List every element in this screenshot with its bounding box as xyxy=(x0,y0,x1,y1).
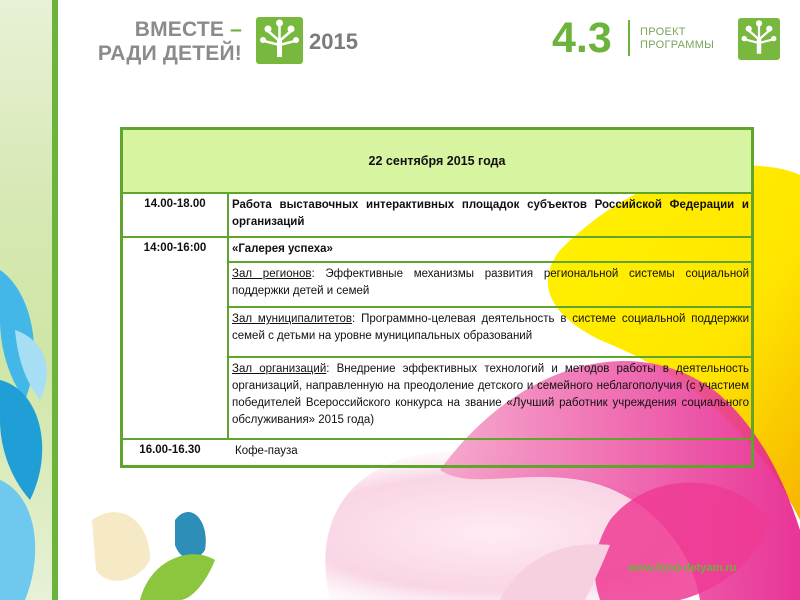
header-year: 2015 xyxy=(309,29,358,54)
brand-line1: ВМЕСТЕ xyxy=(134,18,225,41)
brand-line2: РАДИ ДЕТЕЙ! xyxy=(97,42,242,65)
hall-name: Зал регионов xyxy=(232,268,312,280)
schedule-table xyxy=(120,127,754,468)
row-activity xyxy=(229,194,751,233)
section-label-line2: ПРОГРАММЫ xyxy=(640,39,715,51)
hall-name: Зал организаций xyxy=(232,363,327,375)
schedule-row xyxy=(123,440,751,466)
row-activity-text: Кофе-пауза xyxy=(235,445,298,457)
brand-title xyxy=(90,18,242,66)
header-divider xyxy=(628,20,630,56)
hall-text: : Внедрение эффективных технологий и методов работы в деятельность организаций, направленную на преодоление детского и семейного неблагополучия (с участием победителей Всероссийского конкурса на звание «Лучший работник учреждения социального обслуживания» 2015 года) xyxy=(232,363,749,426)
row-time: 14.00-18.00 xyxy=(144,198,206,210)
schedule-date-title: 22 сентября 2015 года xyxy=(123,130,751,194)
hall-item xyxy=(229,308,751,356)
left-petals-decor xyxy=(0,230,70,600)
tree-logo-icon-small xyxy=(738,18,780,60)
row-time: 14:00-16:00 xyxy=(143,242,207,254)
hall-item xyxy=(229,358,751,438)
hall-item xyxy=(229,263,751,305)
hall-text: : Программно-целевая деятельность в системе социальной поддержки семей с детьми на уровне муниципальных образований xyxy=(232,313,750,342)
footer-website: www.fond-detyam.ru xyxy=(628,562,737,574)
section-label xyxy=(640,26,714,52)
hall-name: Зал муниципалитетов xyxy=(232,313,353,325)
brand-dash: – xyxy=(230,18,242,41)
schedule-row xyxy=(123,238,751,438)
row-time: 16.00-16.30 xyxy=(139,444,201,456)
section-label-line1: ПРОЕКТ xyxy=(640,26,686,38)
column-divider xyxy=(227,194,229,438)
gallery-title: «Галерея успеха» xyxy=(232,243,333,255)
row-activity xyxy=(229,440,751,462)
tree-logo-icon xyxy=(256,17,303,64)
row-activity-title xyxy=(229,238,751,260)
schedule-row xyxy=(123,194,751,236)
hall-text: : Эффективные механизмы развития региональной системы социальной поддержки детей и семей xyxy=(232,268,749,297)
section-number: 4.3 xyxy=(552,14,612,62)
row-activity-text: Работа выставочных интерактивных площадок субъектов Российской Федерации и организаций xyxy=(232,199,749,228)
